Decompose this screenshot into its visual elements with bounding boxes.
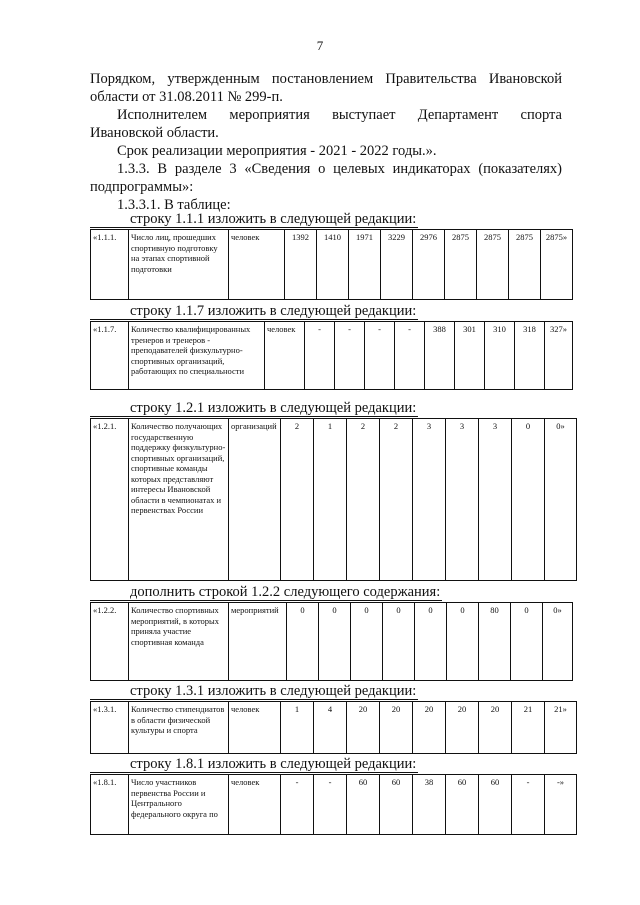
value-cell: 310	[485, 322, 515, 390]
value-cell: 301	[455, 322, 485, 390]
paragraph-line: Ивановской области.	[90, 125, 219, 141]
value-cell: 0	[512, 419, 545, 581]
value-cell: -	[365, 322, 395, 390]
row-name: Число лиц, прошедших спортивную подготовку на этапах спортивной подготовки	[129, 230, 229, 300]
value-cell: 20	[347, 702, 380, 754]
value-cell: 0	[447, 603, 479, 681]
row-unit: человек	[229, 230, 285, 300]
value-cell: 2	[380, 419, 413, 581]
value-cell: 3229	[381, 230, 413, 300]
value-cell: 2875	[477, 230, 509, 300]
table-row	[91, 419, 577, 581]
value-cell: 1410	[317, 230, 349, 300]
table-row	[91, 603, 573, 681]
indicator-table	[90, 774, 577, 835]
value-cell: -	[395, 322, 425, 390]
value-cell: 0	[383, 603, 415, 681]
paragraph-line: Порядком, утвержденным постановлением Правительства Ивановской	[90, 71, 562, 87]
row-name: Количество стипендиатов в области физической культуры и спорта	[129, 702, 229, 754]
value-cell: 1971	[349, 230, 381, 300]
value-cell: 1392	[285, 230, 317, 300]
value-cell: 1	[314, 419, 347, 581]
value-cell: 327»	[545, 322, 573, 390]
paragraph-line: 1.3.3. В разделе 3 «Сведения о целевых индикаторах (показателях)	[117, 161, 562, 177]
section-heading: строку 1.1.7 изложить в следующей редакции:	[130, 303, 417, 319]
row-unit: человек	[229, 775, 281, 835]
row-code: «1.2.1.	[91, 419, 129, 581]
value-cell: 3	[413, 419, 446, 581]
row-code: «1.3.1.	[91, 702, 129, 754]
row-code: «1.1.7.	[91, 322, 129, 390]
section-heading: дополнить строкой 1.2.2 следующего содержания:	[130, 584, 441, 600]
value-cell: 2875»	[541, 230, 573, 300]
row-unit: мероприятий	[229, 603, 287, 681]
value-cell: -	[335, 322, 365, 390]
value-cell: 2	[347, 419, 380, 581]
value-cell: 4	[314, 702, 347, 754]
paragraph-line: Исполнителем мероприятия выступает Департамент спорта	[117, 107, 562, 123]
paragraph-line: 1.3.3.1. В таблице:	[117, 197, 231, 213]
value-cell: 0»	[545, 419, 577, 581]
value-cell: 20	[479, 702, 512, 754]
value-cell: 2976	[413, 230, 445, 300]
value-cell: 20	[380, 702, 413, 754]
row-name: Количество получающих государственную поддержку физкультурно-спортивных организаций, спортивные команды которых представляют интересы Ивановской области в чемпионатах и первенствах России	[129, 419, 229, 581]
value-cell: 3	[479, 419, 512, 581]
indicator-table	[90, 701, 577, 754]
row-unit: человек	[265, 322, 305, 390]
value-cell: 0»	[543, 603, 573, 681]
section-heading: строку 1.1.1 изложить в следующей редакции:	[130, 211, 417, 227]
value-cell: 21»	[545, 702, 577, 754]
table-row	[91, 230, 573, 300]
paragraph-line: подпрограммы»:	[90, 179, 194, 195]
indicator-table	[90, 321, 573, 390]
page-number: 7	[316, 38, 324, 53]
paragraph-line: области от 31.08.2011 № 299-п.	[90, 89, 283, 105]
indicator-table	[90, 602, 573, 681]
value-cell: 0	[415, 603, 447, 681]
value-cell: -	[281, 775, 314, 835]
value-cell: 60	[446, 775, 479, 835]
value-cell: 20	[446, 702, 479, 754]
row-code: «1.8.1.	[91, 775, 129, 835]
value-cell: 21	[512, 702, 545, 754]
indicator-table	[90, 229, 573, 300]
value-cell: -	[512, 775, 545, 835]
value-cell: 60	[380, 775, 413, 835]
value-cell: 388	[425, 322, 455, 390]
paragraph-line: Срок реализации мероприятия - 2021 - 2022 годы.».	[117, 143, 437, 159]
value-cell: -»	[545, 775, 577, 835]
table-row	[91, 775, 577, 835]
row-unit: организаций	[229, 419, 281, 581]
value-cell: 80	[479, 603, 511, 681]
row-unit: человек	[229, 702, 281, 754]
value-cell: 0	[287, 603, 319, 681]
row-name: Число участников первенства России и Центрального федерального округа по	[129, 775, 229, 835]
value-cell: 318	[515, 322, 545, 390]
value-cell: 0	[511, 603, 543, 681]
value-cell: 0	[319, 603, 351, 681]
value-cell: 60	[479, 775, 512, 835]
value-cell: 2875	[445, 230, 477, 300]
row-code: «1.1.1.	[91, 230, 129, 300]
row-name: Количество спортивных мероприятий, в которых приняла участие спортивная команда	[129, 603, 229, 681]
value-cell: 1	[281, 702, 314, 754]
value-cell: 2875	[509, 230, 541, 300]
value-cell: 2	[281, 419, 314, 581]
value-cell: -	[305, 322, 335, 390]
section-heading: строку 1.8.1 изложить в следующей редакции:	[130, 756, 417, 772]
value-cell: -	[314, 775, 347, 835]
row-code: «1.2.2.	[91, 603, 129, 681]
row-name: Количество квалифицированных тренеров и тренеров - преподавателей физкультурно-спортивных организаций, работающих по специальности	[129, 322, 265, 390]
value-cell: 0	[351, 603, 383, 681]
section-heading: строку 1.3.1 изложить в следующей редакции:	[130, 683, 417, 699]
value-cell: 3	[446, 419, 479, 581]
value-cell: 20	[413, 702, 446, 754]
section-heading: строку 1.2.1 изложить в следующей редакции:	[130, 400, 417, 416]
value-cell: 38	[413, 775, 446, 835]
indicator-table	[90, 418, 577, 581]
value-cell: 60	[347, 775, 380, 835]
table-row	[91, 322, 573, 390]
table-row	[91, 702, 577, 754]
